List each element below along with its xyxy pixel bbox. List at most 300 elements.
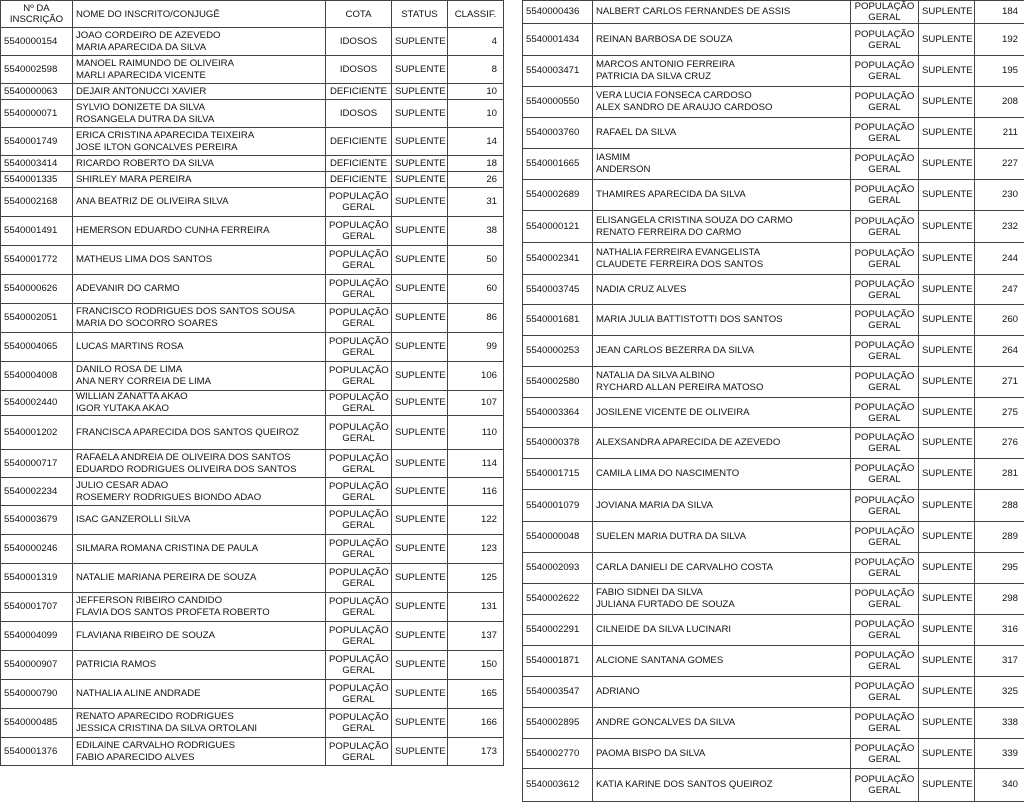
registrant-names bbox=[593, 180, 851, 211]
quota-category: POPULAÇÃO GERAL bbox=[851, 275, 919, 305]
classification: 281 bbox=[975, 459, 1024, 490]
registrant-names bbox=[73, 56, 326, 84]
classification: 10 bbox=[448, 100, 504, 128]
registrant-name: NATALIE MARIANA PEREIRA DE SOUZA bbox=[76, 572, 322, 584]
registrant-name: ELISANGELA CRISTINA SOUZA DO CARMO bbox=[596, 215, 847, 227]
registration-number: 5540001319 bbox=[1, 564, 73, 593]
quota-category: POPULAÇÃO GERAL bbox=[851, 398, 919, 428]
status: SUPLENTE bbox=[392, 100, 448, 128]
status: SUPLENTE bbox=[919, 553, 975, 584]
table-row bbox=[523, 459, 1024, 490]
registrant-name: JEFFERSON RIBEIRO CANDIDO bbox=[76, 595, 322, 607]
registrant-name: FRANCISCO RODRIGUES DOS SANTOS SOUSA bbox=[76, 306, 322, 318]
registrant-names bbox=[73, 156, 326, 172]
registrant-name: NADIA CRUZ ALVES bbox=[596, 284, 847, 296]
registrant-name: JOAO CORDEIRO DE AZEVEDO bbox=[76, 30, 322, 42]
registration-number: 5540001335 bbox=[1, 172, 73, 188]
registrant-names bbox=[593, 118, 851, 149]
status: SUPLENTE bbox=[919, 584, 975, 615]
registration-number: 5540002168 bbox=[1, 188, 73, 217]
registrant-names bbox=[73, 478, 326, 506]
quota-category: POPULAÇÃO GERAL bbox=[326, 188, 392, 217]
table-row bbox=[523, 522, 1024, 553]
table-row bbox=[1, 478, 504, 506]
table-row bbox=[1, 738, 504, 766]
status: SUPLENTE bbox=[919, 708, 975, 739]
spouse-name: PATRICIA DA SILVA CRUZ bbox=[596, 71, 847, 83]
registration-number: 5540000378 bbox=[523, 428, 593, 459]
quota-category: POPULAÇÃO GERAL bbox=[326, 506, 392, 535]
right-table-body bbox=[523, 1, 1024, 802]
registration-number: 5540001665 bbox=[523, 149, 593, 180]
table-row bbox=[523, 56, 1024, 87]
registrant-name: RAFAELA ANDREIA DE OLIVEIRA DOS SANTOS bbox=[76, 452, 322, 464]
table-row bbox=[523, 211, 1024, 243]
registrant-names bbox=[73, 28, 326, 56]
table-row bbox=[523, 646, 1024, 677]
classification: 26 bbox=[448, 172, 504, 188]
classification: 276 bbox=[975, 428, 1024, 459]
table-row bbox=[1, 391, 504, 416]
status: SUPLENTE bbox=[392, 738, 448, 766]
quota-category: POPULAÇÃO GERAL bbox=[851, 211, 919, 243]
registrant-names bbox=[73, 564, 326, 593]
registrant-name: FLAVIANA RIBEIRO DE SOUZA bbox=[76, 630, 322, 642]
quota-category: POPULAÇÃO GERAL bbox=[851, 553, 919, 584]
quota-category: POPULAÇÃO GERAL bbox=[326, 391, 392, 416]
classification: 107 bbox=[448, 391, 504, 416]
status: SUPLENTE bbox=[919, 677, 975, 708]
spouse-name: FLAVIA DOS SANTOS PROFETA ROBERTO bbox=[76, 607, 322, 619]
registrant-name: SYLVIO DONIZETE DA SILVA bbox=[76, 102, 322, 114]
registrant-names bbox=[593, 211, 851, 243]
registrant-name: ERICA CRISTINA APARECIDA TEIXEIRA bbox=[76, 130, 322, 142]
registration-number: 5540000048 bbox=[523, 522, 593, 553]
registration-number: 5540001871 bbox=[523, 646, 593, 677]
quota-category: POPULAÇÃO GERAL bbox=[326, 362, 392, 391]
table-row bbox=[1, 593, 504, 622]
quota-category: POPULAÇÃO GERAL bbox=[326, 680, 392, 709]
table-row bbox=[1, 28, 504, 56]
registrant-name: SILMARA ROMANA CRISTINA DE PAULA bbox=[76, 543, 322, 555]
registration-number: 5540003414 bbox=[1, 156, 73, 172]
registration-number: 5540002580 bbox=[523, 367, 593, 398]
classification: 10 bbox=[448, 84, 504, 100]
quota-category: POPULAÇÃO GERAL bbox=[851, 243, 919, 275]
classification: 114 bbox=[448, 450, 504, 478]
quota-category: POPULAÇÃO GERAL bbox=[851, 615, 919, 646]
spouse-name: RENATO FERREIRA DO CARMO bbox=[596, 227, 847, 239]
quota-category: POPULAÇÃO GERAL bbox=[851, 428, 919, 459]
registrant-names bbox=[593, 336, 851, 367]
registrant-name: ANDRE GONCALVES DA SILVA bbox=[596, 717, 847, 729]
registrant-name: ALCIONE SANTANA GOMES bbox=[596, 655, 847, 667]
classification: 38 bbox=[448, 217, 504, 246]
header-cota: COTA bbox=[326, 1, 392, 28]
quota-category: POPULAÇÃO GERAL bbox=[851, 490, 919, 522]
classification: 50 bbox=[448, 246, 504, 275]
status: SUPLENTE bbox=[919, 180, 975, 211]
status: SUPLENTE bbox=[392, 651, 448, 680]
registrant-name: HEMERSON EDUARDO CUNHA FERREIRA bbox=[76, 225, 322, 237]
registrant-names bbox=[593, 87, 851, 118]
classification: 106 bbox=[448, 362, 504, 391]
classification: 192 bbox=[975, 24, 1024, 56]
quota-category: POPULAÇÃO GERAL bbox=[851, 584, 919, 615]
status: SUPLENTE bbox=[919, 646, 975, 677]
status: SUPLENTE bbox=[392, 506, 448, 535]
classification: 289 bbox=[975, 522, 1024, 553]
quota-category: POPULAÇÃO GERAL bbox=[326, 217, 392, 246]
table-row bbox=[1, 84, 504, 100]
table-row bbox=[523, 118, 1024, 149]
quota-category: DEFICIENTE bbox=[326, 156, 392, 172]
quota-category: IDOSOS bbox=[326, 100, 392, 128]
registrant-name: PAOMA BISPO DA SILVA bbox=[596, 748, 847, 760]
status: SUPLENTE bbox=[392, 188, 448, 217]
registrant-name: SHIRLEY MARA PEREIRA bbox=[76, 174, 322, 186]
quota-category: POPULAÇÃO GERAL bbox=[326, 651, 392, 680]
status: SUPLENTE bbox=[392, 680, 448, 709]
status: SUPLENTE bbox=[919, 149, 975, 180]
status: SUPLENTE bbox=[919, 243, 975, 275]
registrant-names bbox=[593, 522, 851, 553]
status: SUPLENTE bbox=[392, 156, 448, 172]
quota-category: POPULAÇÃO GERAL bbox=[851, 24, 919, 56]
spouse-name: MARIA APARECIDA DA SILVA bbox=[76, 42, 322, 54]
table-row bbox=[523, 87, 1024, 118]
quota-category: POPULAÇÃO GERAL bbox=[326, 593, 392, 622]
table-row bbox=[523, 180, 1024, 211]
status: SUPLENTE bbox=[392, 535, 448, 564]
quota-category: POPULAÇÃO GERAL bbox=[851, 149, 919, 180]
spouse-name: JULIANA FURTADO DE SOUZA bbox=[596, 599, 847, 611]
status: SUPLENTE bbox=[919, 211, 975, 243]
registration-number: 5540000154 bbox=[1, 28, 73, 56]
registration-number: 5540002689 bbox=[523, 180, 593, 211]
status: SUPLENTE bbox=[919, 615, 975, 646]
quota-category: POPULAÇÃO GERAL bbox=[851, 1, 919, 24]
registration-number: 5540002598 bbox=[1, 56, 73, 84]
quota-category: POPULAÇÃO GERAL bbox=[326, 478, 392, 506]
registrant-names bbox=[593, 739, 851, 769]
table-row bbox=[523, 708, 1024, 739]
classification: 122 bbox=[448, 506, 504, 535]
classification: 208 bbox=[975, 87, 1024, 118]
registrant-name: RICARDO ROBERTO DA SILVA bbox=[76, 158, 322, 170]
quota-category: POPULAÇÃO GERAL bbox=[851, 336, 919, 367]
registrant-name: SUELEN MARIA DUTRA DA SILVA bbox=[596, 531, 847, 543]
registrant-name: DANILO ROSA DE LIMA bbox=[76, 364, 322, 376]
quota-category: POPULAÇÃO GERAL bbox=[326, 535, 392, 564]
classification: 316 bbox=[975, 615, 1024, 646]
registrant-name: JULIO CESAR ADAO bbox=[76, 480, 322, 492]
header-status: STATUS bbox=[392, 1, 448, 28]
status: SUPLENTE bbox=[919, 769, 975, 802]
classification: 14 bbox=[448, 128, 504, 156]
quota-category: POPULAÇÃO GERAL bbox=[851, 56, 919, 87]
table-row bbox=[1, 680, 504, 709]
registrant-names bbox=[73, 128, 326, 156]
registrant-names bbox=[593, 459, 851, 490]
left-table-body bbox=[1, 1, 504, 766]
spouse-name: ANA NERY CORREIA DE LIMA bbox=[76, 376, 322, 388]
registration-number: 5540003679 bbox=[1, 506, 73, 535]
registrant-names bbox=[73, 506, 326, 535]
spouse-name: ALEX SANDRO DE ARAUJO CARDOSO bbox=[596, 102, 847, 114]
registrant-name: CARLA DANIELI DE CARVALHO COSTA bbox=[596, 562, 847, 574]
status: SUPLENTE bbox=[392, 391, 448, 416]
status: SUPLENTE bbox=[919, 24, 975, 56]
classification: 232 bbox=[975, 211, 1024, 243]
classification: 31 bbox=[448, 188, 504, 217]
registrant-names bbox=[593, 553, 851, 584]
table-row bbox=[1, 564, 504, 593]
status: SUPLENTE bbox=[392, 478, 448, 506]
spouse-name: JESSICA CRISTINA DA SILVA ORTOLANI bbox=[76, 723, 322, 735]
registration-number: 5540003745 bbox=[523, 275, 593, 305]
status: SUPLENTE bbox=[392, 362, 448, 391]
registrant-name: ADEVANIR DO CARMO bbox=[76, 283, 322, 295]
quota-category: POPULAÇÃO GERAL bbox=[851, 646, 919, 677]
registration-number: 5540000717 bbox=[1, 450, 73, 478]
registrant-name: MARIA JULIA BATTISTOTTI DOS SANTOS bbox=[596, 314, 847, 326]
quota-category: POPULAÇÃO GERAL bbox=[326, 622, 392, 651]
registrant-names bbox=[593, 708, 851, 739]
classification: 260 bbox=[975, 305, 1024, 336]
status: SUPLENTE bbox=[392, 84, 448, 100]
classification: 340 bbox=[975, 769, 1024, 802]
quota-category: POPULAÇÃO GERAL bbox=[326, 304, 392, 333]
registrant-names bbox=[593, 56, 851, 87]
spouse-name: MARIA DO SOCORRO SOARES bbox=[76, 318, 322, 330]
registration-number: 5540002440 bbox=[1, 391, 73, 416]
table-row bbox=[1, 246, 504, 275]
registrant-name: JOVIANA MARIA DA SILVA bbox=[596, 500, 847, 512]
status: SUPLENTE bbox=[392, 622, 448, 651]
registration-number: 5540000436 bbox=[523, 1, 593, 24]
table-row bbox=[1, 333, 504, 362]
table-row bbox=[1, 275, 504, 304]
status: SUPLENTE bbox=[392, 246, 448, 275]
table-row bbox=[523, 490, 1024, 522]
registrant-name: RAFAEL DA SILVA bbox=[596, 127, 847, 139]
quota-category: POPULAÇÃO GERAL bbox=[326, 450, 392, 478]
classification: 227 bbox=[975, 149, 1024, 180]
classification: 195 bbox=[975, 56, 1024, 87]
status: SUPLENTE bbox=[919, 336, 975, 367]
classification: 116 bbox=[448, 478, 504, 506]
registrant-name: KATIA KARINE DOS SANTOS QUEIROZ bbox=[596, 779, 847, 791]
quota-category: POPULAÇÃO GERAL bbox=[326, 333, 392, 362]
status: SUPLENTE bbox=[392, 275, 448, 304]
table-row bbox=[523, 739, 1024, 769]
registrant-names bbox=[73, 188, 326, 217]
classification: 4 bbox=[448, 28, 504, 56]
classification: 86 bbox=[448, 304, 504, 333]
registrant-name: DEJAIR ANTONUCCI XAVIER bbox=[76, 86, 322, 98]
table-row bbox=[523, 305, 1024, 336]
registrant-name: EDILAINE CARVALHO RODRIGUES bbox=[76, 740, 322, 752]
table-row bbox=[1, 651, 504, 680]
spouse-name: RYCHARD ALLAN PEREIRA MATOSO bbox=[596, 382, 847, 394]
classification: 264 bbox=[975, 336, 1024, 367]
quota-category: POPULAÇÃO GERAL bbox=[851, 769, 919, 802]
status: SUPLENTE bbox=[392, 217, 448, 246]
registration-number: 5540001772 bbox=[1, 246, 73, 275]
table-row bbox=[523, 428, 1024, 459]
registrant-names bbox=[73, 738, 326, 766]
registrant-names bbox=[73, 680, 326, 709]
registrant-name: NATHALIA FERREIRA EVANGELISTA bbox=[596, 247, 847, 259]
registrant-names bbox=[73, 100, 326, 128]
quota-category: POPULAÇÃO GERAL bbox=[326, 564, 392, 593]
classification: 173 bbox=[448, 738, 504, 766]
quota-category: POPULAÇÃO GERAL bbox=[851, 739, 919, 769]
quota-category: POPULAÇÃO GERAL bbox=[326, 738, 392, 766]
status: SUPLENTE bbox=[392, 333, 448, 362]
status: SUPLENTE bbox=[392, 128, 448, 156]
registrant-name: IASMIM bbox=[596, 152, 847, 164]
registrant-names bbox=[593, 305, 851, 336]
spouse-name: ROSEMERY RODRIGUES BIONDO ADAO bbox=[76, 492, 322, 504]
status: SUPLENTE bbox=[919, 428, 975, 459]
status: SUPLENTE bbox=[919, 305, 975, 336]
registration-number: 5540000550 bbox=[523, 87, 593, 118]
registrant-names bbox=[593, 584, 851, 615]
registration-number: 5540001079 bbox=[523, 490, 593, 522]
classification: 211 bbox=[975, 118, 1024, 149]
registrant-names bbox=[73, 333, 326, 362]
registrant-names bbox=[593, 367, 851, 398]
registrant-name: NATALIA DA SILVA ALBINO bbox=[596, 370, 847, 382]
spouse-name: ROSANGELA DUTRA DA SILVA bbox=[76, 114, 322, 126]
classification: 244 bbox=[975, 243, 1024, 275]
spouse-name: CLAUDETE FERREIRA DOS SANTOS bbox=[596, 259, 847, 271]
quota-category: DEFICIENTE bbox=[326, 172, 392, 188]
classification: 298 bbox=[975, 584, 1024, 615]
registrant-name: REINAN BARBOSA DE SOUZA bbox=[596, 34, 847, 46]
registration-number: 5540003471 bbox=[523, 56, 593, 87]
registrant-names bbox=[593, 677, 851, 708]
classification: 338 bbox=[975, 708, 1024, 739]
registrant-name: ISAC GANZEROLLI SILVA bbox=[76, 514, 322, 526]
table-row bbox=[1, 416, 504, 450]
right-results-table bbox=[522, 0, 1024, 802]
classification: 99 bbox=[448, 333, 504, 362]
quota-category: POPULAÇÃO GERAL bbox=[326, 275, 392, 304]
table-row bbox=[1, 172, 504, 188]
classification: 8 bbox=[448, 56, 504, 84]
registrant-names bbox=[73, 217, 326, 246]
status: SUPLENTE bbox=[392, 172, 448, 188]
status: SUPLENTE bbox=[919, 275, 975, 305]
registrant-names bbox=[73, 622, 326, 651]
status: SUPLENTE bbox=[919, 490, 975, 522]
classification: 339 bbox=[975, 739, 1024, 769]
classification: 295 bbox=[975, 553, 1024, 584]
classification: 184 bbox=[975, 1, 1024, 24]
registration-number: 5540002291 bbox=[523, 615, 593, 646]
classification: 166 bbox=[448, 709, 504, 738]
registration-number: 5540000485 bbox=[1, 709, 73, 738]
quota-category: POPULAÇÃO GERAL bbox=[851, 677, 919, 708]
registrant-name: ALEXSANDRA APARECIDA DE AZEVEDO bbox=[596, 437, 847, 449]
status: SUPLENTE bbox=[919, 739, 975, 769]
quota-category: POPULAÇÃO GERAL bbox=[326, 709, 392, 738]
table-row bbox=[523, 24, 1024, 56]
registrant-name: MANOEL RAIMUNDO DE OLIVEIRA bbox=[76, 58, 322, 70]
registrant-names bbox=[73, 246, 326, 275]
registration-number: 5540000063 bbox=[1, 84, 73, 100]
spouse-name: JOSE ILTON GONCALVES PEREIRA bbox=[76, 142, 322, 154]
status: SUPLENTE bbox=[919, 459, 975, 490]
classification: 18 bbox=[448, 156, 504, 172]
table-row bbox=[1, 362, 504, 391]
spouse-name: ANDERSON bbox=[596, 164, 847, 176]
registration-number: 5540003612 bbox=[523, 769, 593, 802]
spouse-name: EDUARDO RODRIGUES OLIVEIRA DOS SANTOS bbox=[76, 464, 322, 476]
quota-category: POPULAÇÃO GERAL bbox=[326, 416, 392, 450]
table-row bbox=[1, 535, 504, 564]
registrant-name: CAMILA LIMA DO NASCIMENTO bbox=[596, 468, 847, 480]
table-row bbox=[1, 506, 504, 535]
spouse-name: MARLI APARECIDA VICENTE bbox=[76, 70, 322, 82]
table-row bbox=[523, 398, 1024, 428]
status: SUPLENTE bbox=[919, 1, 975, 24]
quota-category: POPULAÇÃO GERAL bbox=[851, 459, 919, 490]
registration-number: 5540001749 bbox=[1, 128, 73, 156]
status: SUPLENTE bbox=[392, 709, 448, 738]
registrant-names bbox=[593, 243, 851, 275]
table-row bbox=[1, 709, 504, 738]
registrant-name: LUCAS MARTINS ROSA bbox=[76, 341, 322, 353]
quota-category: POPULAÇÃO GERAL bbox=[851, 180, 919, 211]
status: SUPLENTE bbox=[919, 56, 975, 87]
quota-category: IDOSOS bbox=[326, 56, 392, 84]
registration-number: 5540000626 bbox=[1, 275, 73, 304]
table-row bbox=[523, 243, 1024, 275]
table-row bbox=[1, 217, 504, 246]
registration-number: 5540000907 bbox=[1, 651, 73, 680]
registration-number: 5540001376 bbox=[1, 738, 73, 766]
registration-number: 5540002051 bbox=[1, 304, 73, 333]
registrant-name: NALBERT CARLOS FERNANDES DE ASSIS bbox=[596, 6, 847, 18]
quota-category: POPULAÇÃO GERAL bbox=[851, 367, 919, 398]
registrant-names bbox=[73, 84, 326, 100]
registrant-names bbox=[593, 149, 851, 180]
registrant-names bbox=[73, 275, 326, 304]
registrant-name: ADRIANO bbox=[596, 686, 847, 698]
quota-category: POPULAÇÃO GERAL bbox=[851, 118, 919, 149]
registration-number: 5540002895 bbox=[523, 708, 593, 739]
registrant-name: NATHALIA ALINE ANDRADE bbox=[76, 688, 322, 700]
status: SUPLENTE bbox=[919, 522, 975, 553]
registration-number: 5540004008 bbox=[1, 362, 73, 391]
registrant-names bbox=[593, 646, 851, 677]
registrant-name: JOSILENE VICENTE DE OLIVEIRA bbox=[596, 407, 847, 419]
status: SUPLENTE bbox=[392, 564, 448, 593]
table-row bbox=[1, 56, 504, 84]
registration-number: 5540001707 bbox=[1, 593, 73, 622]
table-row bbox=[1, 450, 504, 478]
registrant-names bbox=[593, 24, 851, 56]
table-row bbox=[1, 188, 504, 217]
table-row bbox=[1, 100, 504, 128]
registrant-names bbox=[593, 490, 851, 522]
registrant-names bbox=[73, 450, 326, 478]
header-classif: CLASSIF. bbox=[448, 1, 504, 28]
